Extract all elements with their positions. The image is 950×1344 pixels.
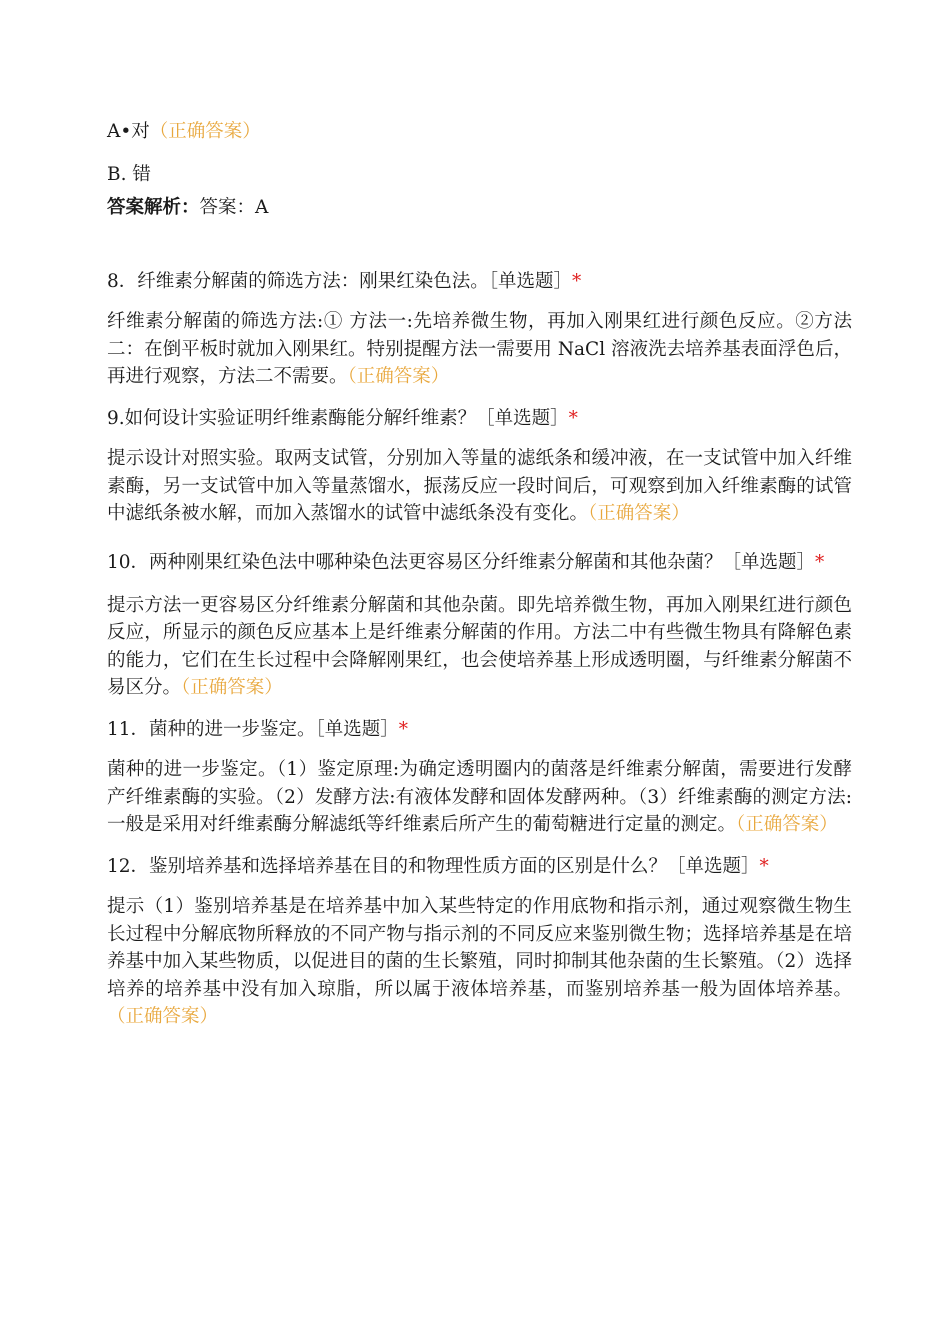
question-8 bbox=[107, 268, 852, 391]
required-star: * bbox=[759, 855, 769, 877]
question-title: 8．纤维素分解菌的筛选方法：刚果红染色法。［单选题］* bbox=[107, 270, 582, 292]
question-title: 12．鉴别培养基和选择培养基在目的和物理性质方面的区别是什么？［单选题］* bbox=[107, 855, 769, 877]
correct-answer-tag: （正确答案） bbox=[149, 121, 261, 142]
question-list bbox=[107, 118, 852, 1045]
required-star: * bbox=[568, 407, 578, 429]
question-title: 10．两种刚果红染色法中哪种染色法更容易区分纤维素分解菌和其他杂菌？［单选题］* bbox=[107, 551, 825, 573]
correct-answer-tag: （正确答案） bbox=[347, 366, 450, 387]
answer-option[interactable]: 纤维素分解菌的筛选方法:① 方法一:先培养微生物，再加入刚果红进行颜色反应。②方法二：在倒平板时就加入刚果红。特别提醒方法一需要用 NaCl 溶液洗去培养基表面浮色后，再进行观察，方法二不需要。（正确答案） bbox=[107, 311, 852, 387]
question-title: 11．菌种的进一步鉴定。［单选题］* bbox=[107, 718, 409, 740]
required-star: * bbox=[398, 718, 409, 740]
correct-answer-tag: （正确答案） bbox=[588, 503, 690, 524]
analysis-text: 答案：A bbox=[199, 197, 269, 218]
required-star: * bbox=[572, 270, 582, 292]
answer-option[interactable]: 菌种的进一步鉴定。（1）鉴定原理:为确定透明圈内的菌落是纤维素分解菌，需要进行发酵产纤维素酶的实验。（2）发酵方法:有液体发酵和固体发酵两种。（3）纤维素酶的测定方法:一般是采用对纤维素酶分解滤纸等纤维素后所产生的葡萄糖进行定量的测定。（正确答案） bbox=[107, 759, 852, 835]
answer-option[interactable]: 提示方法一更容易区分纤维素分解菌和其他杂菌。即先培养微生物，再加入刚果红进行颜色反应，所显示的颜色反应基本上是纤维素分解菌的作用。方法二中有些微生物具有降解色素的能力，它们在生长过程中会降解刚果红，也会使培养基上形成透明圈，与纤维素分解菌不易区分。（正确答案） bbox=[107, 594, 852, 698]
question-9 bbox=[107, 405, 852, 528]
analysis-label: 答案解析： bbox=[107, 197, 200, 218]
question-10 bbox=[107, 542, 852, 702]
option-b-label: B. 错 bbox=[107, 163, 151, 185]
answer-option[interactable]: 提示（1）鉴别培养基是在培养基中加入某些特定的作用底物和指示剂，通过观察微生物生长过程中分解底物所释放的不同产物与指示剂的不同反应来鉴别微生物；选择培养基是在培养基中加入某些物质，以促进目的菌的生长繁殖，同时抑制其他杂菌的生长繁殖。（2）选择培养的培养基中没有加入琼脂，所以属于液体培养基，而鉴别培养基一般为固体培养基。（正确答案） bbox=[107, 896, 852, 1027]
answer-option[interactable]: 提示设计对照实验。取两支试管，分别加入等量的滤纸条和缓冲液，在一支试管中加入纤维素酶，另一支试管中加入等量蒸馏水，振荡反应一段时间后，可观察到加入纤维素酶的试管中滤纸条被水解，而加入蒸馏水的试管中滤纸条没有变化。（正确答案） bbox=[107, 448, 852, 524]
question-12 bbox=[107, 853, 852, 1031]
question-title: 9.如何设计实验证明纤维素酶能分解纤维素？［单选题］* bbox=[107, 407, 578, 429]
answer-analysis bbox=[107, 194, 852, 222]
correct-answer-tag: （正确答案） bbox=[736, 814, 838, 835]
option-a[interactable] bbox=[107, 118, 852, 146]
correct-answer-tag: （正确答案） bbox=[107, 1006, 219, 1027]
required-star: * bbox=[815, 551, 825, 573]
option-a-label: A•对 bbox=[107, 121, 150, 142]
correct-answer-tag: （正确答案） bbox=[181, 677, 283, 698]
option-b[interactable] bbox=[107, 161, 852, 189]
question-11 bbox=[107, 716, 852, 839]
